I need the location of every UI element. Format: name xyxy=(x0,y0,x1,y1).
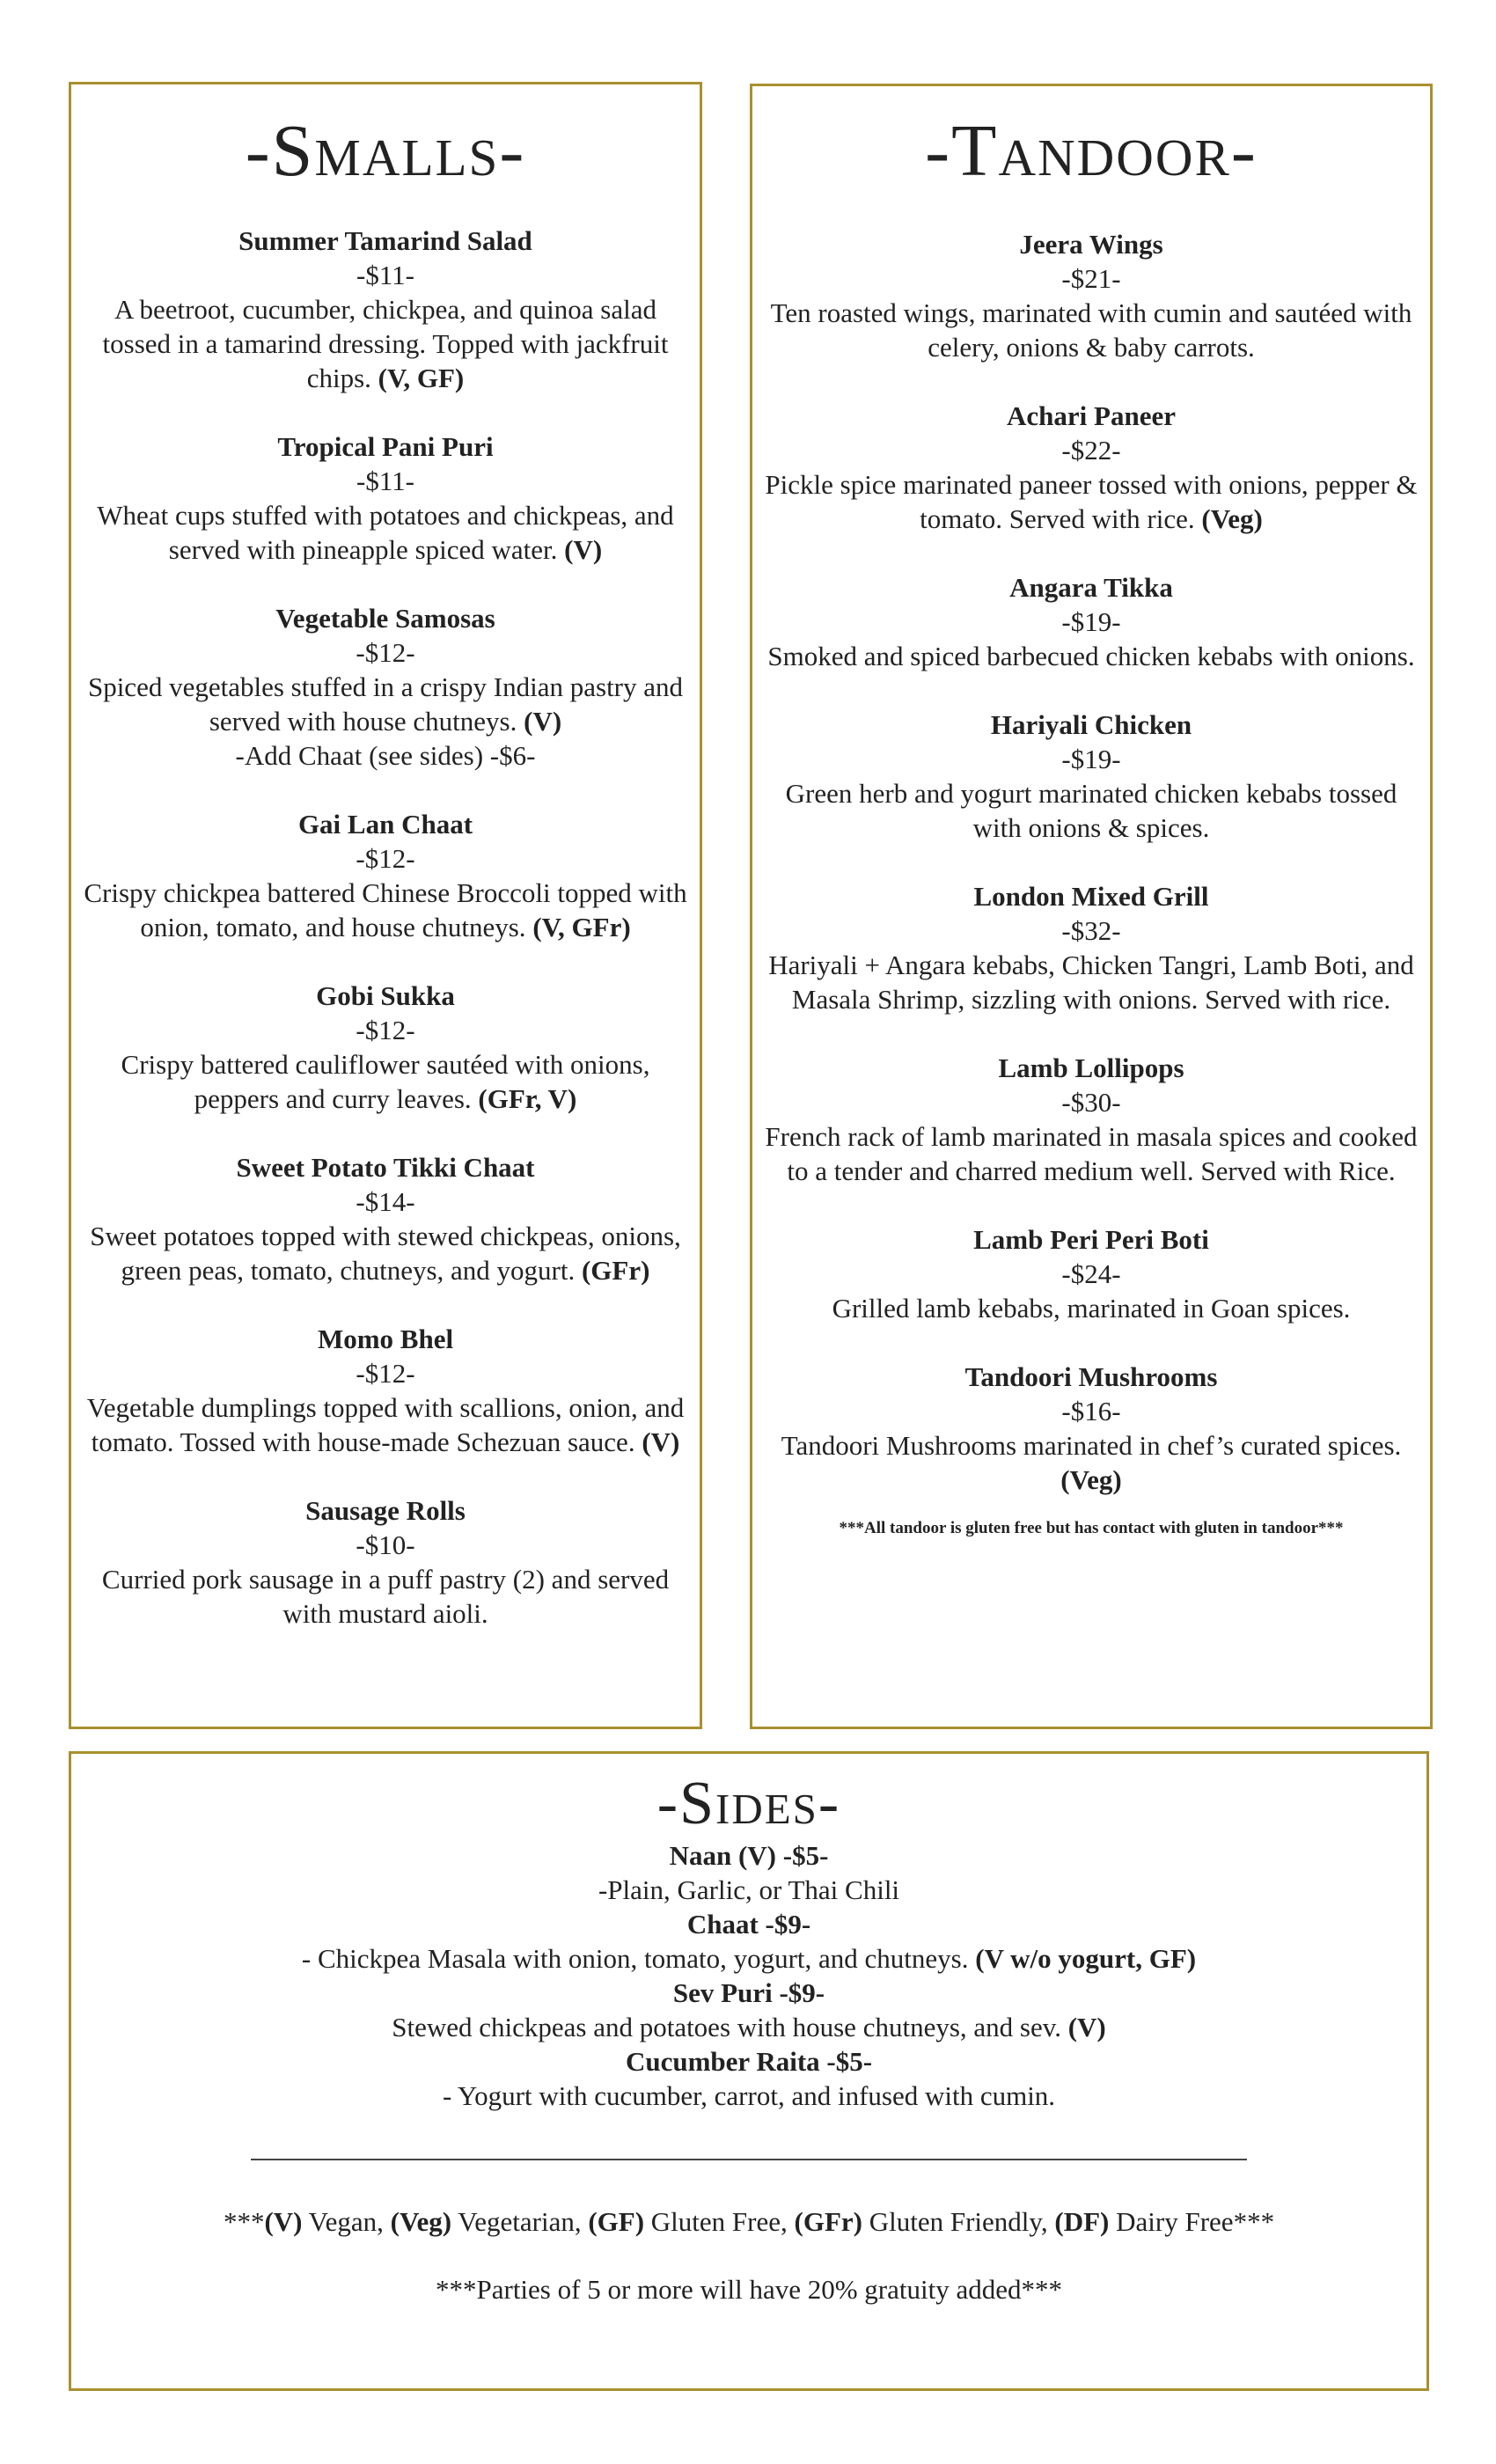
menu-item xyxy=(752,1051,1430,1188)
item-name: Jeera Wings xyxy=(1019,229,1163,260)
dietary-tag: (Veg) xyxy=(1201,503,1263,534)
smalls-section xyxy=(69,82,702,1729)
item-description: Sweet potatoes topped with stewed chickpeas, onions, green peas, tomato, chutneys, and yogurt. (GFr) xyxy=(90,1221,681,1286)
item-price: -$22- xyxy=(1061,435,1121,466)
item-name: Achari Paneer xyxy=(1007,400,1176,431)
dietary-tag: (V) xyxy=(1067,2012,1106,2042)
tandoor-gluten-note: ***All tandoor is gluten free but has contact with gluten in tandoor*** xyxy=(839,1519,1344,1537)
menu-item xyxy=(752,708,1430,845)
item-name: Gai Lan Chaat xyxy=(297,809,473,840)
dietary-tag: (V) xyxy=(642,1426,680,1457)
dietary-tag: (V w/o yogurt, GF) xyxy=(975,1943,1197,1974)
item-description: Smoked and spiced barbecued chicken kebabs with onions. xyxy=(767,641,1415,671)
menu-item xyxy=(752,399,1430,536)
item-price: -$21- xyxy=(1061,263,1121,294)
side-name: Cucumber Raita -$5- xyxy=(625,2046,873,2077)
menu-item xyxy=(752,227,1430,364)
item-price: -$32- xyxy=(1061,915,1121,946)
menu-item xyxy=(752,570,1430,673)
item-price: -$12- xyxy=(356,1015,415,1045)
item-price: -$24- xyxy=(1061,1258,1121,1289)
gratuity-note: ***Parties of 5 or more will have 20% gratuity added*** xyxy=(436,2274,1062,2305)
item-price: -$11- xyxy=(356,260,414,290)
item-price: -$16- xyxy=(1061,1396,1121,1426)
item-name: Lamb Lollipops xyxy=(998,1052,1184,1083)
smalls-list xyxy=(71,224,700,1631)
sides-section xyxy=(69,1751,1429,2391)
item-name: London Mixed Grill xyxy=(973,881,1209,912)
dietary-tag: (V, GFr) xyxy=(532,912,631,942)
menu-item xyxy=(71,807,700,944)
item-price: -$19- xyxy=(1061,744,1121,774)
dietary-tag: (GFr) xyxy=(581,1255,650,1286)
item-name: Hariyali Chicken xyxy=(990,709,1192,740)
menu-item xyxy=(71,979,700,1116)
tandoor-list xyxy=(752,227,1430,1497)
item-name: Summer Tamarind Salad xyxy=(238,225,532,256)
menu-item xyxy=(71,601,700,773)
menu-item xyxy=(71,1322,700,1459)
item-description: French rack of lamb marinated in masala spices and cooked to a tender and charred medium well. Served with Rice. xyxy=(765,1121,1418,1186)
item-description: Hariyali + Angara kebabs, Chicken Tangri, Lamb Boti, and Masala Shrimp, sizzling with onions. Served with rice. xyxy=(768,950,1414,1015)
item-price: -$14- xyxy=(356,1186,415,1217)
item-price: -$11- xyxy=(356,466,414,496)
menu-item xyxy=(752,879,1430,1016)
item-name: Sweet Potato Tikki Chaat xyxy=(236,1152,535,1183)
menu-item xyxy=(71,1493,700,1631)
dietary-tag: (GFr, V) xyxy=(478,1083,577,1114)
dietary-tag: (V) xyxy=(524,706,562,737)
sides-title: -Sides- xyxy=(656,1770,841,1837)
smalls-title: -Smalls- xyxy=(245,110,526,192)
item-description: Tandoori Mushrooms marinated in chef’s curated spices. (Veg) xyxy=(781,1430,1402,1495)
item-name: Momo Bhel xyxy=(317,1324,454,1354)
menu-item xyxy=(752,1222,1430,1325)
item-name: Tandoori Mushrooms xyxy=(964,1361,1218,1392)
menu-item xyxy=(71,429,700,567)
dietary-legend: ***(V) Vegan, (Veg) Vegetarian, (GF) Gluten Free, (GFr) Gluten Friendly, (DF) Dairy Free*** xyxy=(223,2206,1275,2237)
item-price: -$12- xyxy=(356,637,415,668)
dietary-tag: (V, GF) xyxy=(378,363,465,393)
item-description: Curried pork sausage in a puff pastry (2) and served with mustard aioli. xyxy=(101,1564,670,1629)
item-name: Sausage Rolls xyxy=(305,1495,466,1526)
dietary-tag: (V) xyxy=(564,534,603,565)
item-name: Angara Tikka xyxy=(1009,572,1173,603)
item-description: A beetroot, cucumber, chickpea, and quinoa salad tossed in a tamarind dressing. Topped with jackfruit chips. (V, GF) xyxy=(102,294,669,393)
item-price: -$19- xyxy=(1061,606,1121,637)
item-description: Spiced vegetables stuffed in a crispy Indian pastry and served with house chutneys. (V) xyxy=(87,671,684,737)
side-description: - Chickpea Masala with onion, tomato, yogurt, and chutneys. (V w/o yogurt, GF) xyxy=(301,1943,1197,1974)
side-name: Naan (V) -$5- xyxy=(669,1840,829,1871)
side-description: Stewed chickpeas and potatoes with house chutneys, and sev. (V) xyxy=(392,2012,1106,2042)
item-description: Green herb and yogurt marinated chicken kebabs tossed with onions & spices. xyxy=(785,778,1397,843)
side-name: Sev Puri -$9- xyxy=(672,1977,825,2008)
side-description: - Yogurt with cucumber, carrot, and infused with cumin. xyxy=(442,2080,1056,2111)
menu-item xyxy=(71,224,700,395)
menu-item xyxy=(752,1360,1430,1497)
item-description: Pickle spice marinated paneer tossed with onions, pepper & tomato. Served with rice. (Veg) xyxy=(765,469,1418,534)
item-addon: -Add Chaat (see sides) -$6- xyxy=(235,740,536,771)
item-name: Gobi Sukka xyxy=(316,980,455,1011)
item-name: Vegetable Samosas xyxy=(275,603,495,634)
menu-item xyxy=(71,1150,700,1287)
item-price: -$12- xyxy=(356,843,415,874)
item-name: Tropical Pani Puri xyxy=(277,431,494,462)
item-price: -$30- xyxy=(1061,1087,1121,1118)
item-description: Crispy battered cauliflower sautéed with onions, peppers and curry leaves. (GFr, V) xyxy=(121,1049,650,1114)
side-description: -Plain, Garlic, or Thai Chili xyxy=(598,1874,900,1905)
item-price: -$12- xyxy=(356,1358,415,1389)
divider-line xyxy=(251,2159,1247,2160)
sides-list xyxy=(71,1838,1426,2113)
item-price: -$10- xyxy=(356,1529,415,1560)
item-description: Vegetable dumplings topped with scallions, onion, and tomato. Tossed with house-made Schezuan sauce. (V) xyxy=(86,1392,685,1457)
item-name: Lamb Peri Peri Boti xyxy=(973,1224,1209,1255)
item-description: Ten roasted wings, marinated with cumin and sautéed with celery, onions & baby carrots. xyxy=(770,297,1412,363)
side-name: Chaat -$9- xyxy=(686,1909,811,1940)
tandoor-section xyxy=(750,84,1433,1729)
dietary-tag: (Veg) xyxy=(1060,1464,1122,1495)
item-description: Grilled lamb kebabs, marinated in Goan spices. xyxy=(832,1293,1351,1324)
tandoor-title: -Tandoor- xyxy=(925,110,1258,192)
item-description: Crispy chickpea battered Chinese Broccoli topped with onion, tomato, and house chutneys. (V, GFr) xyxy=(84,877,687,942)
item-description: Wheat cups stuffed with potatoes and chickpeas, and served with pineapple spiced water. (V) xyxy=(97,500,674,565)
